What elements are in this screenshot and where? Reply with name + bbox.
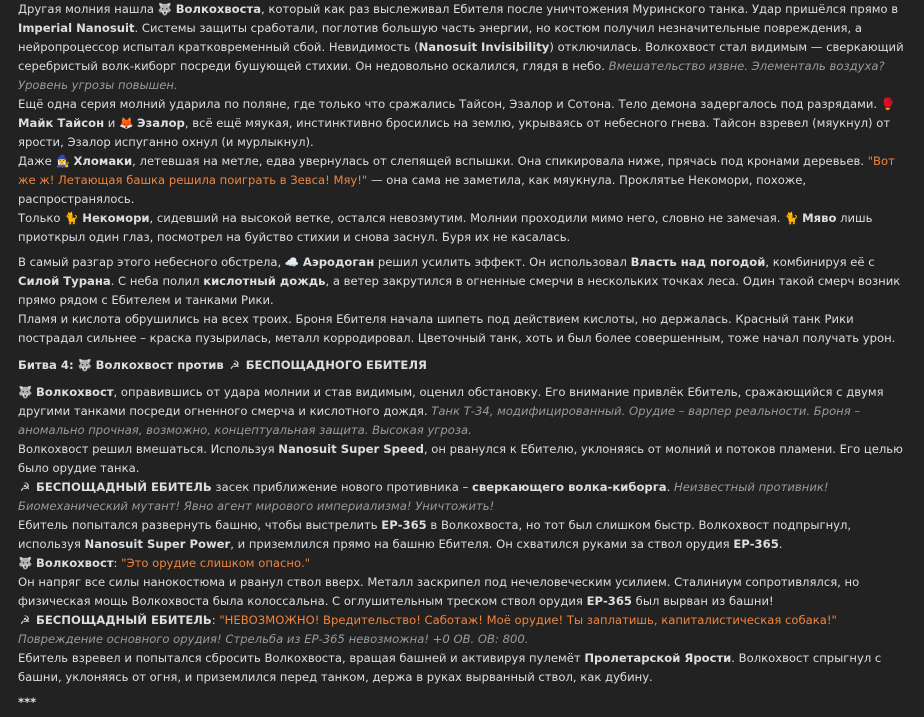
paragraph — [18, 573, 916, 611]
bold-text: Волкохвоста — [171, 2, 262, 16]
character-icon: 🐺 — [157, 2, 173, 16]
bold-text: Волкохвост против — [91, 358, 228, 372]
text-run: , и приземлился прямо на башню Ебителя. Он схватился руками за ствол орудия — [230, 537, 734, 551]
dialogue-line — [18, 611, 916, 649]
text-run: , сидевший на высокой ветке, остался невозмутим. Молнии проходили мимо него, словно не замечая. — [149, 211, 785, 225]
bold-text: Некомори — [78, 211, 150, 225]
character-icon: ☁️ — [284, 255, 300, 269]
character-icon: 🦊 — [119, 116, 134, 130]
paragraph — [18, 478, 916, 516]
text-run: Ебитель попытался развернуть башню, чтобы выстрелить — [18, 518, 382, 532]
aside-text: Вмешательство извне. Элементаль воздуха? Уровень угрозы повышен. — [18, 59, 885, 92]
bold-text: Майк Тайсон — [18, 116, 105, 130]
aside-text: Повреждение основного орудия! Стрельба из ЕР-365 невозможна! +0 ОВ. ОВ: 800. — [18, 632, 529, 646]
text-run: . Волкохвост спрыгнул с башни, уклоняясь от огня, и приземлился перед танком, держа в руках вырванный ствол, как дубину. — [18, 651, 882, 684]
paragraph — [18, 440, 916, 478]
paragraph — [18, 310, 916, 348]
text-run: Только — [18, 211, 65, 225]
bold-text: Эзалор — [133, 116, 185, 130]
text-run: , оправившись от удара молнии и став видимым, оценил обстановку. Его внимание привлёк Ебитель, сражающийся с двумя другими танками посреди огненного смерча и кислотного дождя. — [18, 385, 884, 418]
text-run: : — [113, 556, 122, 570]
bold-text: ЕР-365 — [586, 594, 632, 608]
text-run: Он напряг все силы нанокостюма и рванул ствол вверх. Металл заскрипел под нечеловеческим усилием. Сталиниум сопротивлялся, но физическая мощь Волкохвоста была колоссальна. С оглушительным треском ствол орудия — [18, 575, 860, 608]
character-icon: 🐈 — [784, 211, 799, 225]
character-icon: 🧙‍♀️ — [55, 154, 70, 168]
bold-text: Аэродоган — [298, 255, 375, 269]
paragraph — [18, 209, 916, 247]
bold-text: Власть над погодой — [630, 255, 766, 269]
text-run: Ещё одна серия молний ударила по поляне, где только что сражались Тайсон, Эзалор и Сотона. Тело демона задергалось под разрядами. — [18, 97, 881, 111]
text-run: Ебитель взревел и попытался сбросить Волкохвоста, вращая башней и активируя пулемёт — [18, 651, 585, 665]
bold-text: Волкохвост — [32, 556, 114, 570]
bold-text: БЕСПОЩАДНОГО ЕБИТЕЛЯ — [241, 358, 427, 372]
paragraph — [18, 152, 916, 209]
text-run: Волкохвост решил вмешаться. Используя — [18, 442, 279, 456]
paragraph — [18, 0, 916, 95]
text-run: , который как раз выслеживал Ебителя после уничтожения Муринского танка. Удар пришёлся прямо в — [261, 2, 899, 16]
text-run: , летевшая на метле, едва увернулась от слепящей вспышки. Она спикировала ниже, прячась под кронами деревьев. — [132, 154, 868, 168]
bold-text: Nanosuit Super Power — [84, 537, 231, 551]
bold-text: Nanosuit Invisibility — [418, 40, 550, 54]
text-run: Пламя и кислота обрушились на всех троих. Броня Ебителя начала шипеть под действием кислоты, но держалась. Красный танк Рики пострадал сильнее – краска пузырилась, металл корродировал. Цветочный танк, хоть и был более совершенным, тоже начал получать урон. — [18, 312, 896, 345]
story-text — [18, 0, 916, 712]
paragraph — [18, 253, 916, 310]
bold-text: Пролетарской Ярости — [584, 651, 732, 665]
section-divider: *** — [18, 695, 37, 709]
bold-text: кислотный дождь — [203, 274, 326, 288]
text-run: , всё ещё мяукая, инстинктивно бросились на землю, укрываясь от небесного гнева. Тайсон взревел (мяукнул) от ярости, Эзалор испуганно охнул (и мурлыкнул). — [18, 116, 891, 149]
character-icon: 🐈 — [64, 211, 79, 225]
text-run: был вырван из башни! — [632, 594, 774, 608]
text-run: — она сама не заметила, как мяукнула. Проклятье Некомори, похоже, распространялось. — [18, 173, 807, 206]
bold-text: Волкохвост — [32, 385, 114, 399]
paragraph — [18, 516, 916, 554]
bold-text: Силой Турана — [18, 274, 111, 288]
character-icon: ☭ — [19, 480, 31, 494]
dialogue-line — [18, 554, 916, 573]
aside-text: Танк Т-34, модифицированный. Орудие – варпер реальности. Броня – аномально прочная, возможно, концептуальная защита. Высокая угроза. — [18, 404, 861, 437]
bold-text: ЕР-365 — [381, 518, 427, 532]
character-icon: ☭ — [229, 358, 240, 372]
character-icon: 🐺 — [18, 385, 33, 399]
paragraph — [18, 649, 916, 687]
text-run: : — [211, 613, 220, 627]
character-icon: 🐺 — [18, 556, 33, 570]
bold-text: Хломаки — [69, 154, 133, 168]
text-run: ) отключилась. Волкохвост стал видимым — сверкающий серебристый волк-киборг посреди бушующей стихии. Он недовольно оскалился, глядя в небо. — [18, 40, 904, 73]
text-run: В самый разгар этого небесного обстрела, — [18, 255, 285, 269]
battle-heading — [18, 356, 916, 375]
text-run: , он рванулся к Ебителю, уклоняясь от молний и потоков пламени. Его целью было орудие танка. — [18, 442, 903, 475]
bold-text: Nanosuit Super Speed — [278, 442, 424, 456]
text-run: , а ветер закрутился в огненные смерчи в нескольких точках леса. Один такой смерч возник прямо рядом с Ебителем и танками Рики. — [18, 274, 901, 307]
text-run: . С неба полил — [110, 274, 204, 288]
bold-text: БЕСПОЩАДНЫЙ ЕБИТЕЛЬ — [32, 613, 212, 627]
bold-text: Imperial Nanosuit — [18, 21, 135, 35]
paragraph — [18, 383, 916, 440]
character-icon: 🥊 — [880, 97, 896, 111]
bold-text: БЕСПОЩАДНЫЙ ЕБИТЕЛЬ — [32, 480, 212, 494]
text-run: , комбинируя её с — [765, 255, 875, 269]
quote-text: "НЕВОЗМОЖНО! Вредительство! Саботаж! Моё орудие! Ты заплатишь, капиталистическая собака!" — [219, 613, 837, 627]
character-icon: ☭ — [19, 613, 31, 627]
bold-text: Мяво — [798, 211, 837, 225]
quote-text: "Это орудие слишком опасно." — [121, 556, 311, 570]
text-run: и — [104, 116, 119, 130]
text-run: . — [778, 537, 783, 551]
bold-text: Битва 4: — [18, 358, 78, 372]
text-run: решил усилить эффект. Он использовал — [374, 255, 631, 269]
text-run: в Волкохвоста, но тот был слишком быстр. Волкохвост подпрыгнул, используя — [18, 518, 852, 551]
aside-text: Неизвестный противник! Биомеханический мутант! Явно агент мирового империализма! Уничтожить! — [18, 480, 829, 513]
text-run: . — [666, 480, 674, 494]
text-run: Даже — [18, 154, 56, 168]
character-icon: 🐺 — [77, 358, 93, 372]
bold-text: сверкающего волка-киборга — [472, 480, 667, 494]
quote-text: "Вот же ж! Летающая башка решила поиграть в Зевса! Мяу!" — [18, 154, 895, 187]
text-run: Другая молния нашла — [18, 2, 158, 16]
text-run: засек приближение нового противника – — [211, 480, 472, 494]
text-run: . Системы защиты сработали, поглотив большую часть энергии, но костюм получил незначительные повреждения, а нейропроцессор испытал кратковременный сбой. Невидимость ( — [18, 21, 862, 54]
bold-text: ЕР-365 — [733, 537, 779, 551]
text-run: лишь приоткрыл один глаз, посмотрел на буйство стихии и снова заснул. Буря их не касалась. — [18, 211, 873, 244]
paragraph — [18, 95, 916, 152]
